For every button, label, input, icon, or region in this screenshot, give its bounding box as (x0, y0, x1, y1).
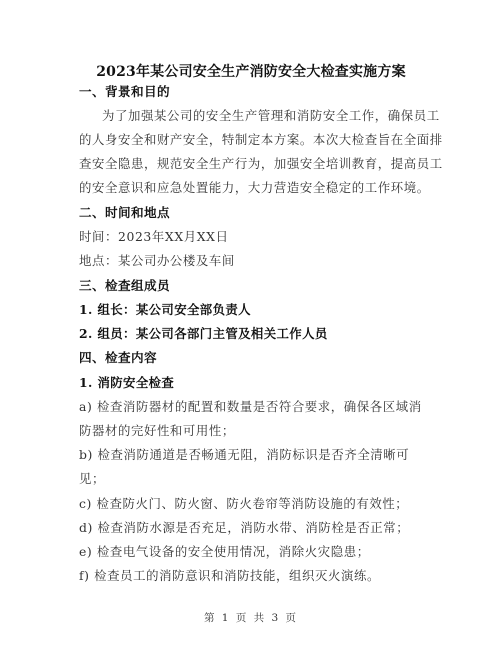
check-item-line: e) 检查电气设备的安全使用情况，消除火灾隐患； (79, 544, 370, 559)
check-item-line: 见； (79, 471, 105, 486)
page-number-footer: 第 1 页 共 3 页 (203, 612, 299, 624)
section-heading-time-place: 二、时间和地点 (79, 205, 170, 220)
time-line: 时间：2023年XX月XX日 (79, 229, 229, 244)
check-item-line: 防器材的完好性和可用性； (79, 423, 235, 438)
section-heading-team: 三、检查组成员 (79, 278, 170, 293)
check-item-line: a) 检查消防器材的配置和数量是否符合要求，确保各区域消 (79, 399, 422, 414)
check-item-line: c) 检查防火门、防火窗、防火卷帘等消防设施的有效性； (79, 496, 409, 511)
team-members-line: 2. 组员：某公司各部门主管及相关工作人员 (79, 326, 328, 341)
document-title: 2023年某公司安全生产消防安全大检查实施方案 (96, 64, 406, 80)
check-item-line: d) 检查消防水源是否充足，消防水带、消防栓是否正常； (79, 520, 410, 535)
section-heading-content: 四、检查内容 (79, 350, 157, 365)
paragraph-line: 为了加强某公司的安全生产管理和消防安全工作，确保员工 (102, 108, 440, 123)
paragraph-line: 查安全隐患，规范安全生产行为，加强安全培训教育，提高员工 (79, 156, 443, 171)
check-item-line: b) 检查消防通道是否畅通无阻，消防标识是否齐全清晰可 (79, 447, 410, 462)
check-item-line: f) 检查员工的消防意识和消防技能，组织灭火演练。 (79, 568, 380, 583)
paragraph-line: 的人身安全和财产安全，特制定本方案。本次大检查旨在全面排 (79, 132, 443, 147)
subsection-fire-safety: 1. 消防安全检查 (79, 375, 175, 390)
paragraph-line: 的安全意识和应急处置能力，大力营造安全稳定的工作环境。 (79, 180, 430, 195)
place-line: 地点：某公司办公楼及车间 (79, 253, 235, 268)
section-heading-background: 一、背景和目的 (79, 84, 170, 99)
team-leader-line: 1. 组长：某公司安全部负责人 (79, 302, 251, 317)
